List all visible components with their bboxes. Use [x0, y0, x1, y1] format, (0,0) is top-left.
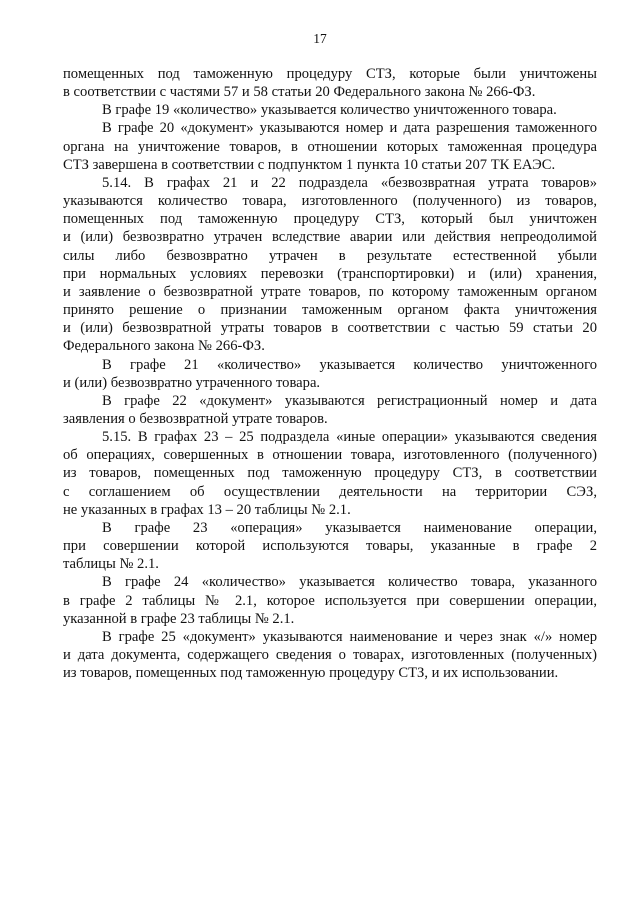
paragraph-line: В графе 25 «документ» указываются наименование и через знак «/» номер	[102, 628, 597, 645]
paragraph-line: из товаров, помещенных под таможенную процедуру СТЗ, и их использовании.	[63, 665, 559, 682]
paragraph-line: в графе 2 таблицы № 2.1, которое используется при совершении операции,	[63, 592, 597, 609]
paragraph-line: и заявление о безвозвратной утрате товаров, по которому таможенным органом	[63, 283, 597, 300]
paragraph-line: таблицы № 2.1.	[63, 556, 159, 573]
paragraph-line: указываются количество товара, изготовленного (полученного) из товаров,	[63, 193, 597, 210]
paragraph-line: указанной в графе 23 таблицы № 2.1.	[63, 610, 295, 627]
paragraph-line: при совершении которой используются товары, указанные в графе 2	[63, 538, 597, 555]
paragraph-line: В графе 22 «документ» указываются регистрационный номер и дата	[102, 392, 597, 409]
paragraph-line: помещенных под таможенную процедуру СТЗ, которые были уничтожены	[63, 66, 597, 82]
paragraph-line: В графе 21 «количество» указывается количество уничтоженного	[102, 356, 597, 373]
paragraph-line: Федерального закона № 266-ФЗ.	[63, 338, 265, 355]
paragraph-line: и (или) безвозвратно утрачен вследствие аварии или действия непреодолимой	[63, 229, 597, 246]
paragraph-line: и (или) безвозвратной утраты товаров в соответствии с частью 59 статьи 20	[63, 320, 597, 337]
page-number: 17	[313, 31, 327, 46]
paragraph-line: помещенных под таможенную процедуру СТЗ, который был уничтожен	[63, 211, 597, 228]
paragraph-line: в соответствии с частями 57 и 58 статьи 20 Федерального закона № 266-ФЗ.	[63, 84, 536, 101]
paragraph-line: В графе 20 «документ» указываются номер и дата разрешения таможенного	[102, 120, 597, 137]
paragraph-line: при нормальных условиях перевозки (транспортировки) и (или) хранения,	[63, 265, 597, 282]
paragraph-line: В графе 23 «операция» указывается наименование операции,	[102, 519, 597, 536]
paragraph-line: 5.15. В графах 23 – 25 подраздела «иные операции» указываются сведения	[102, 429, 597, 446]
paragraph-line: из товаров, помещенных под таможенную процедуру СТЗ, в соответствии	[63, 465, 597, 482]
paragraph-line: и (или) безвозвратно утраченного товара.	[63, 374, 321, 391]
paragraph-line: 5.14. В графах 21 и 22 подраздела «безвозвратная утрата товаров»	[102, 174, 597, 191]
paragraph-line: В графе 24 «количество» указывается количество товара, указанного	[102, 574, 597, 591]
paragraph-line: В графе 19 «количество» указывается количество уничтоженного товара.	[102, 102, 557, 119]
paragraph-line: СТЗ завершена в соответствии с подпунктом 1 пункта 10 статьи 207 ТК ЕАЭС.	[63, 156, 556, 173]
paragraph-line: принято решение о признании таможенным органом факта уничтожения	[63, 302, 597, 319]
paragraph-line: с соглашением об осуществлении деятельности на территории СЭЗ,	[63, 483, 597, 500]
paragraph-line: не указанных в графах 13 – 20 таблицы № 2.1.	[63, 501, 351, 518]
paragraph-line: силы либо безвозвратно утрачен в результате естественной убыли	[63, 247, 597, 264]
paragraph-line: органа на уничтожение товаров, в отношении которых таможенная процедура	[63, 138, 597, 155]
paragraph-line: заявления о безвозвратной утрате товаров.	[63, 410, 328, 427]
paragraph-line: и дата документа, содержащего сведения о товарах, изготовленных (полученных)	[63, 647, 597, 663]
document-body	[63, 65, 597, 682]
paragraph-line: об операциях, совершенных в отношении товара, изготовленного (полученного)	[63, 447, 597, 464]
